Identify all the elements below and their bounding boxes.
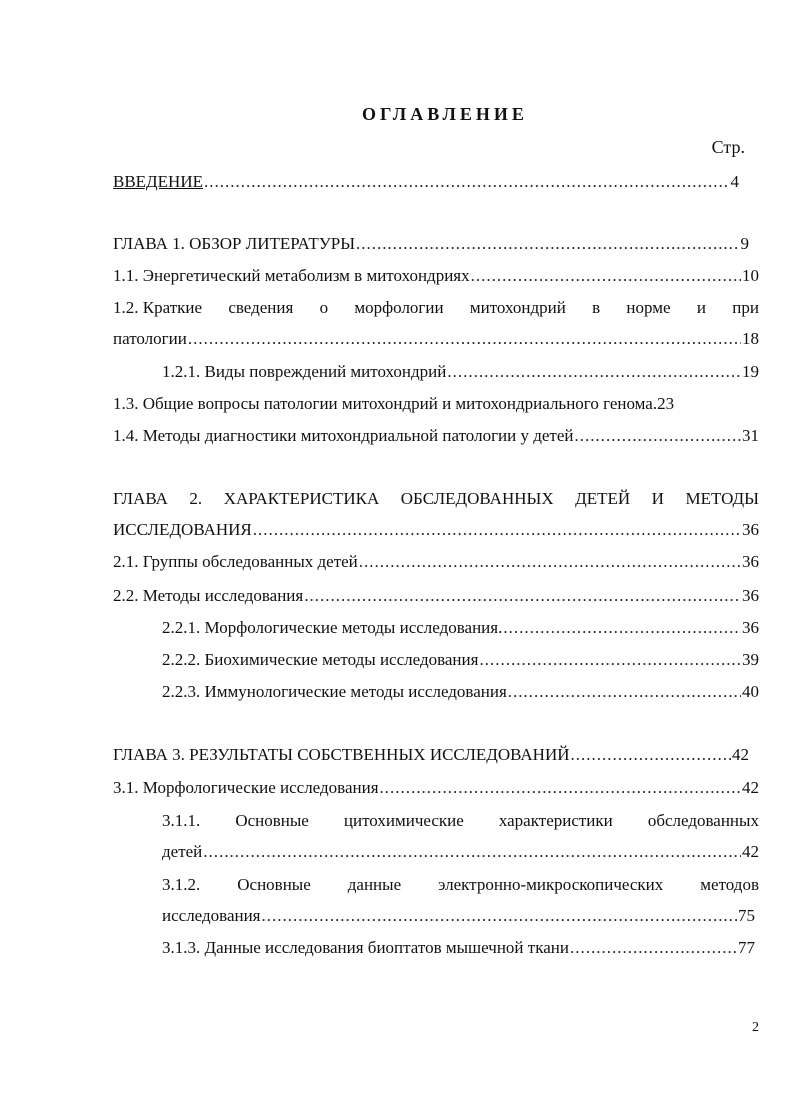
toc-leader: [570, 936, 737, 960]
toc-entry-page: 10: [742, 266, 759, 285]
toc-entry-text: 2.2.2. Биохимические методы исследования: [162, 650, 479, 669]
toc-entry-2-2-1[interactable]: [162, 616, 759, 640]
toc-entry-3-1-2-line1[interactable]: [162, 873, 759, 897]
toc-entry-text: 1.3. Общие вопросы патологии митохондрий и митохондриального генома.: [113, 394, 658, 413]
toc-entry-text: 1.1. Энергетический метаболизм в митохондриях: [113, 266, 470, 285]
toc-entry-1-2-line1[interactable]: [113, 296, 759, 320]
toc-word: ХАРАКТЕРИСТИКА: [223, 489, 380, 508]
toc-entry-1-1[interactable]: [113, 264, 759, 288]
toc-entry-1-3[interactable]: [113, 392, 759, 416]
toc-leader: [188, 327, 741, 351]
toc-word: митохондрий: [469, 298, 566, 317]
toc-entry-text: 2.1. Группы обследованных детей: [113, 552, 358, 571]
toc-entry-page: 75: [738, 906, 755, 925]
toc-entry-page: 4: [730, 172, 739, 191]
toc-entry-page: 36: [742, 618, 759, 637]
toc-word: характеристики: [498, 811, 613, 830]
toc-word: при: [732, 298, 759, 317]
toc-entry-text: ВВЕДЕНИЕ: [113, 172, 203, 191]
toc-entry-chapter-3[interactable]: [113, 743, 749, 767]
page-number: 2: [752, 1020, 759, 1035]
toc-entry-text: ГЛАВА 3. РЕЗУЛЬТАТЫ СОБСТВЕННЫХ ИССЛЕДОВАНИЙ: [113, 745, 570, 764]
toc-entry-page: 36: [742, 552, 759, 571]
toc-leader: [203, 840, 741, 864]
toc-entry-page: 77: [738, 938, 755, 957]
toc-word: Основные: [235, 811, 309, 830]
toc-entry-1-4[interactable]: [113, 424, 759, 448]
toc-leader: [304, 584, 741, 608]
toc-entry-page: 31: [742, 426, 759, 445]
toc-entry-1-2-1[interactable]: [162, 360, 759, 384]
toc-leader: [380, 776, 741, 800]
toc-entry-text: 2.2.3. Иммунологические методы исследования: [162, 682, 507, 701]
toc-entry-chapter-1[interactable]: [113, 232, 749, 256]
toc-entry-text: 2.2.1. Морфологические методы исследования.: [162, 618, 503, 637]
toc-word: сведения: [228, 298, 294, 317]
toc-entry-2-1[interactable]: [113, 550, 759, 574]
toc-leader: [571, 743, 731, 767]
toc-leader: [479, 648, 741, 672]
toc-entry-page: 19: [742, 362, 759, 381]
toc-entry-chapter-2-line1[interactable]: [113, 487, 759, 511]
toc-entry-text: патологии: [113, 329, 187, 348]
toc-word: о: [319, 298, 329, 317]
toc-word: и: [696, 298, 706, 317]
toc-leader: [575, 424, 741, 448]
toc-entry-page: 18: [742, 329, 759, 348]
toc-entry-text: ИССЛЕДОВАНИЯ: [113, 520, 252, 539]
toc-entry-text: ГЛАВА 1. ОБЗОР ЛИТЕРАТУРЫ: [113, 234, 356, 253]
toc-word: Основные: [237, 875, 311, 894]
toc-entry-introduction[interactable]: [113, 170, 739, 194]
toc-entry-page: 42: [732, 745, 749, 764]
toc-entry-2-2-3[interactable]: [162, 680, 759, 704]
toc-leader: [503, 616, 741, 640]
toc-entry-3-1-1-line2[interactable]: [162, 840, 759, 864]
toc-entry-3-1-1-line1[interactable]: [162, 809, 759, 833]
toc-word: 2.: [189, 489, 203, 508]
toc-word: цитохимические: [343, 811, 464, 830]
toc-word: морфологии: [354, 298, 444, 317]
toc-leader: [262, 904, 737, 928]
toc-word: 1.2. Краткие: [113, 298, 203, 317]
toc-entry-chapter-2-line2[interactable]: [113, 518, 759, 542]
toc-entry-page: 39: [742, 650, 759, 669]
toc-word: норме: [626, 298, 671, 317]
toc-entry-page: 40: [742, 682, 759, 701]
toc-entry-3-1-2-line2[interactable]: [162, 904, 755, 928]
toc-entry-text: 3.1. Морфологические исследования: [113, 778, 379, 797]
toc-entry-3-1[interactable]: [113, 776, 759, 800]
toc-entry-2-2[interactable]: [113, 584, 759, 608]
toc-entry-1-2-line2[interactable]: [113, 327, 759, 351]
toc-entry-page: 23: [657, 394, 675, 413]
toc-word: ОБСЛЕДОВАННЫХ: [400, 489, 554, 508]
toc-leader: [508, 680, 741, 704]
page-title: ОГЛАВЛЕНИЕ: [362, 104, 528, 124]
toc-leader: [356, 232, 739, 256]
toc-entry-2-2-2[interactable]: [162, 648, 759, 672]
toc-entry-text: 1.4. Методы диагностики митохондриальной патологии у детей: [113, 426, 574, 445]
page-column-label: Стр.: [711, 137, 745, 157]
toc-entry-text: исследования: [162, 906, 261, 925]
toc-word: данные: [347, 875, 402, 894]
toc-entry-3-1-3[interactable]: [162, 936, 755, 960]
toc-entry-text: 2.2. Методы исследования: [113, 586, 304, 605]
toc-entry-page: 42: [742, 842, 759, 861]
toc-entry-page: 36: [742, 586, 759, 605]
toc-word: в: [592, 298, 601, 317]
toc-word: ГЛАВА: [113, 489, 168, 508]
toc-word: МЕТОДЫ: [685, 489, 759, 508]
toc-entry-text: 1.2.1. Виды повреждений митохондрий: [162, 362, 447, 381]
toc-entry-page: 36: [742, 520, 759, 539]
toc-leader: [471, 264, 741, 288]
toc-word: 3.1.1.: [162, 811, 201, 830]
toc-leader: [253, 518, 741, 542]
toc-leader: [447, 360, 741, 384]
toc-word: И: [651, 489, 664, 508]
toc-word: методов: [700, 875, 759, 894]
toc-word: 3.1.2.: [162, 875, 201, 894]
toc-word: ДЕТЕЙ: [575, 489, 631, 508]
toc-word: электронно-микроскопических: [438, 875, 664, 894]
toc-entry-page: 42: [742, 778, 759, 797]
toc-word: обследованных: [647, 811, 759, 830]
toc-entry-text: 3.1.3. Данные исследования биоптатов мышечной ткани: [162, 938, 569, 957]
toc-entry-text: детей: [162, 842, 203, 861]
toc-leader: [204, 170, 730, 194]
toc-entry-page: 9: [740, 234, 749, 253]
toc-leader: [359, 550, 741, 574]
